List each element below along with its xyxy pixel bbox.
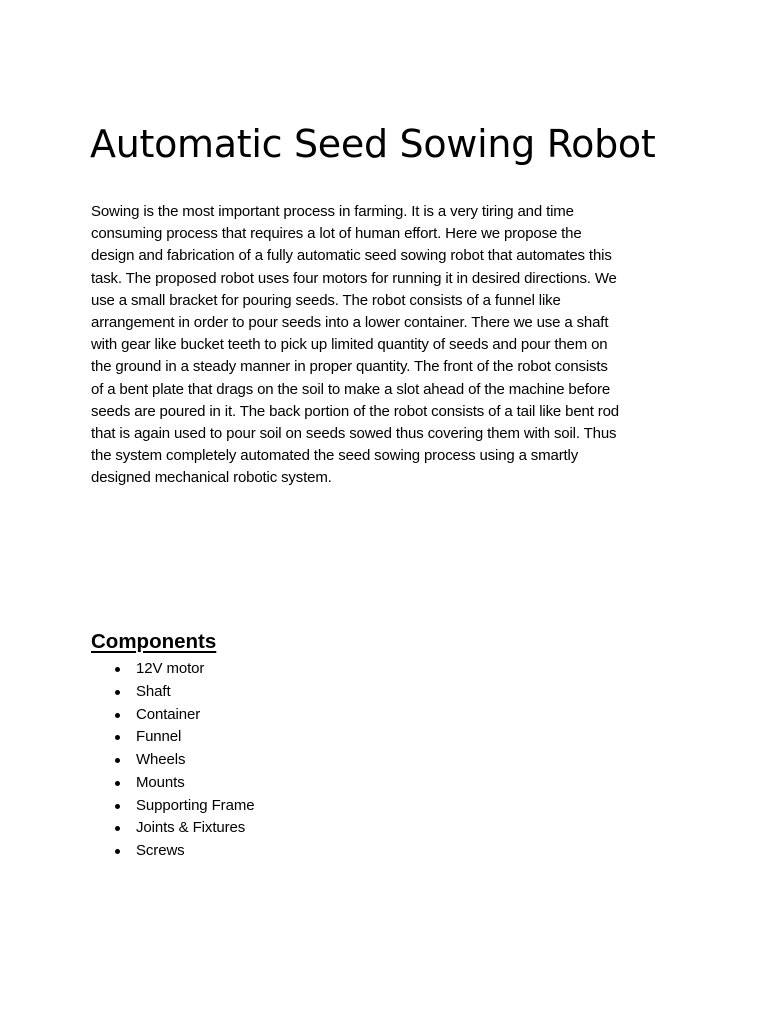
components-list xyxy=(91,658,254,863)
bullet-icon xyxy=(115,804,120,809)
list-item-label: Wheels xyxy=(136,751,186,768)
paragraph-line: with gear like bucket teeth to pick up limited quantity of seeds and pour them on xyxy=(91,336,608,354)
list-item xyxy=(91,749,254,772)
paragraph-line: design and fabrication of a fully automatic seed sowing robot that automates this xyxy=(91,247,612,265)
paragraph-line: the system completely automated the seed sowing process using a smartly xyxy=(91,447,579,465)
paragraph-line: designed mechanical robotic system. xyxy=(91,469,332,487)
bullet-icon xyxy=(115,735,120,740)
document-title: Automatic Seed Sowing Robot xyxy=(90,122,656,166)
bullet-icon xyxy=(115,781,120,786)
list-item xyxy=(91,658,254,681)
paragraph-line: use a small bracket for pouring seeds. The robot consists of a funnel like xyxy=(91,291,561,309)
bullet-icon xyxy=(115,826,120,831)
list-item-label: Screws xyxy=(136,842,185,859)
list-item xyxy=(91,795,254,818)
paragraph-line: of a bent plate that drags on the soil to make a slot ahead of the machine before xyxy=(91,380,611,398)
intro-paragraph xyxy=(91,201,671,490)
list-item xyxy=(91,772,254,795)
bullet-icon xyxy=(115,690,120,695)
paragraph-line: arrangement in order to pour seeds into a lower container. There we use a shaft xyxy=(91,314,609,332)
paragraph-line: task. The proposed robot uses four motors for running it in desired directions. We xyxy=(91,269,617,287)
paragraph-line: that is again used to pour soil on seeds sowed thus covering them with soil. Thus xyxy=(91,425,617,443)
list-item-label: Funnel xyxy=(136,728,182,746)
list-item-label: Container xyxy=(136,705,201,723)
bullet-icon xyxy=(115,667,120,672)
bullet-icon xyxy=(115,713,120,718)
list-item-label: Joints & Fixtures xyxy=(136,819,246,837)
paragraph-line: seeds are poured in it. The back portion of the robot consists of a tail like bent rod xyxy=(91,402,619,420)
list-item xyxy=(91,681,254,704)
bullet-icon xyxy=(115,849,120,854)
paragraph-line: the ground in a steady manner in proper quantity. The front of the robot consists xyxy=(91,358,608,376)
components-heading: Components xyxy=(91,630,217,653)
list-item xyxy=(91,726,254,749)
list-item xyxy=(91,840,254,863)
list-item-label: 12V motor xyxy=(136,660,205,677)
list-item-label: Supporting Frame xyxy=(136,796,255,814)
list-item xyxy=(91,817,254,840)
list-item xyxy=(91,704,254,727)
list-item-label: Shaft xyxy=(136,682,171,700)
list-item-label: Mounts xyxy=(136,773,185,791)
paragraph-line: Sowing is the most important process in farming. It is a very tiring and time xyxy=(91,203,574,220)
bullet-icon xyxy=(115,758,120,763)
paragraph-line: consuming process that requires a lot of human effort. Here we propose the xyxy=(91,225,582,243)
